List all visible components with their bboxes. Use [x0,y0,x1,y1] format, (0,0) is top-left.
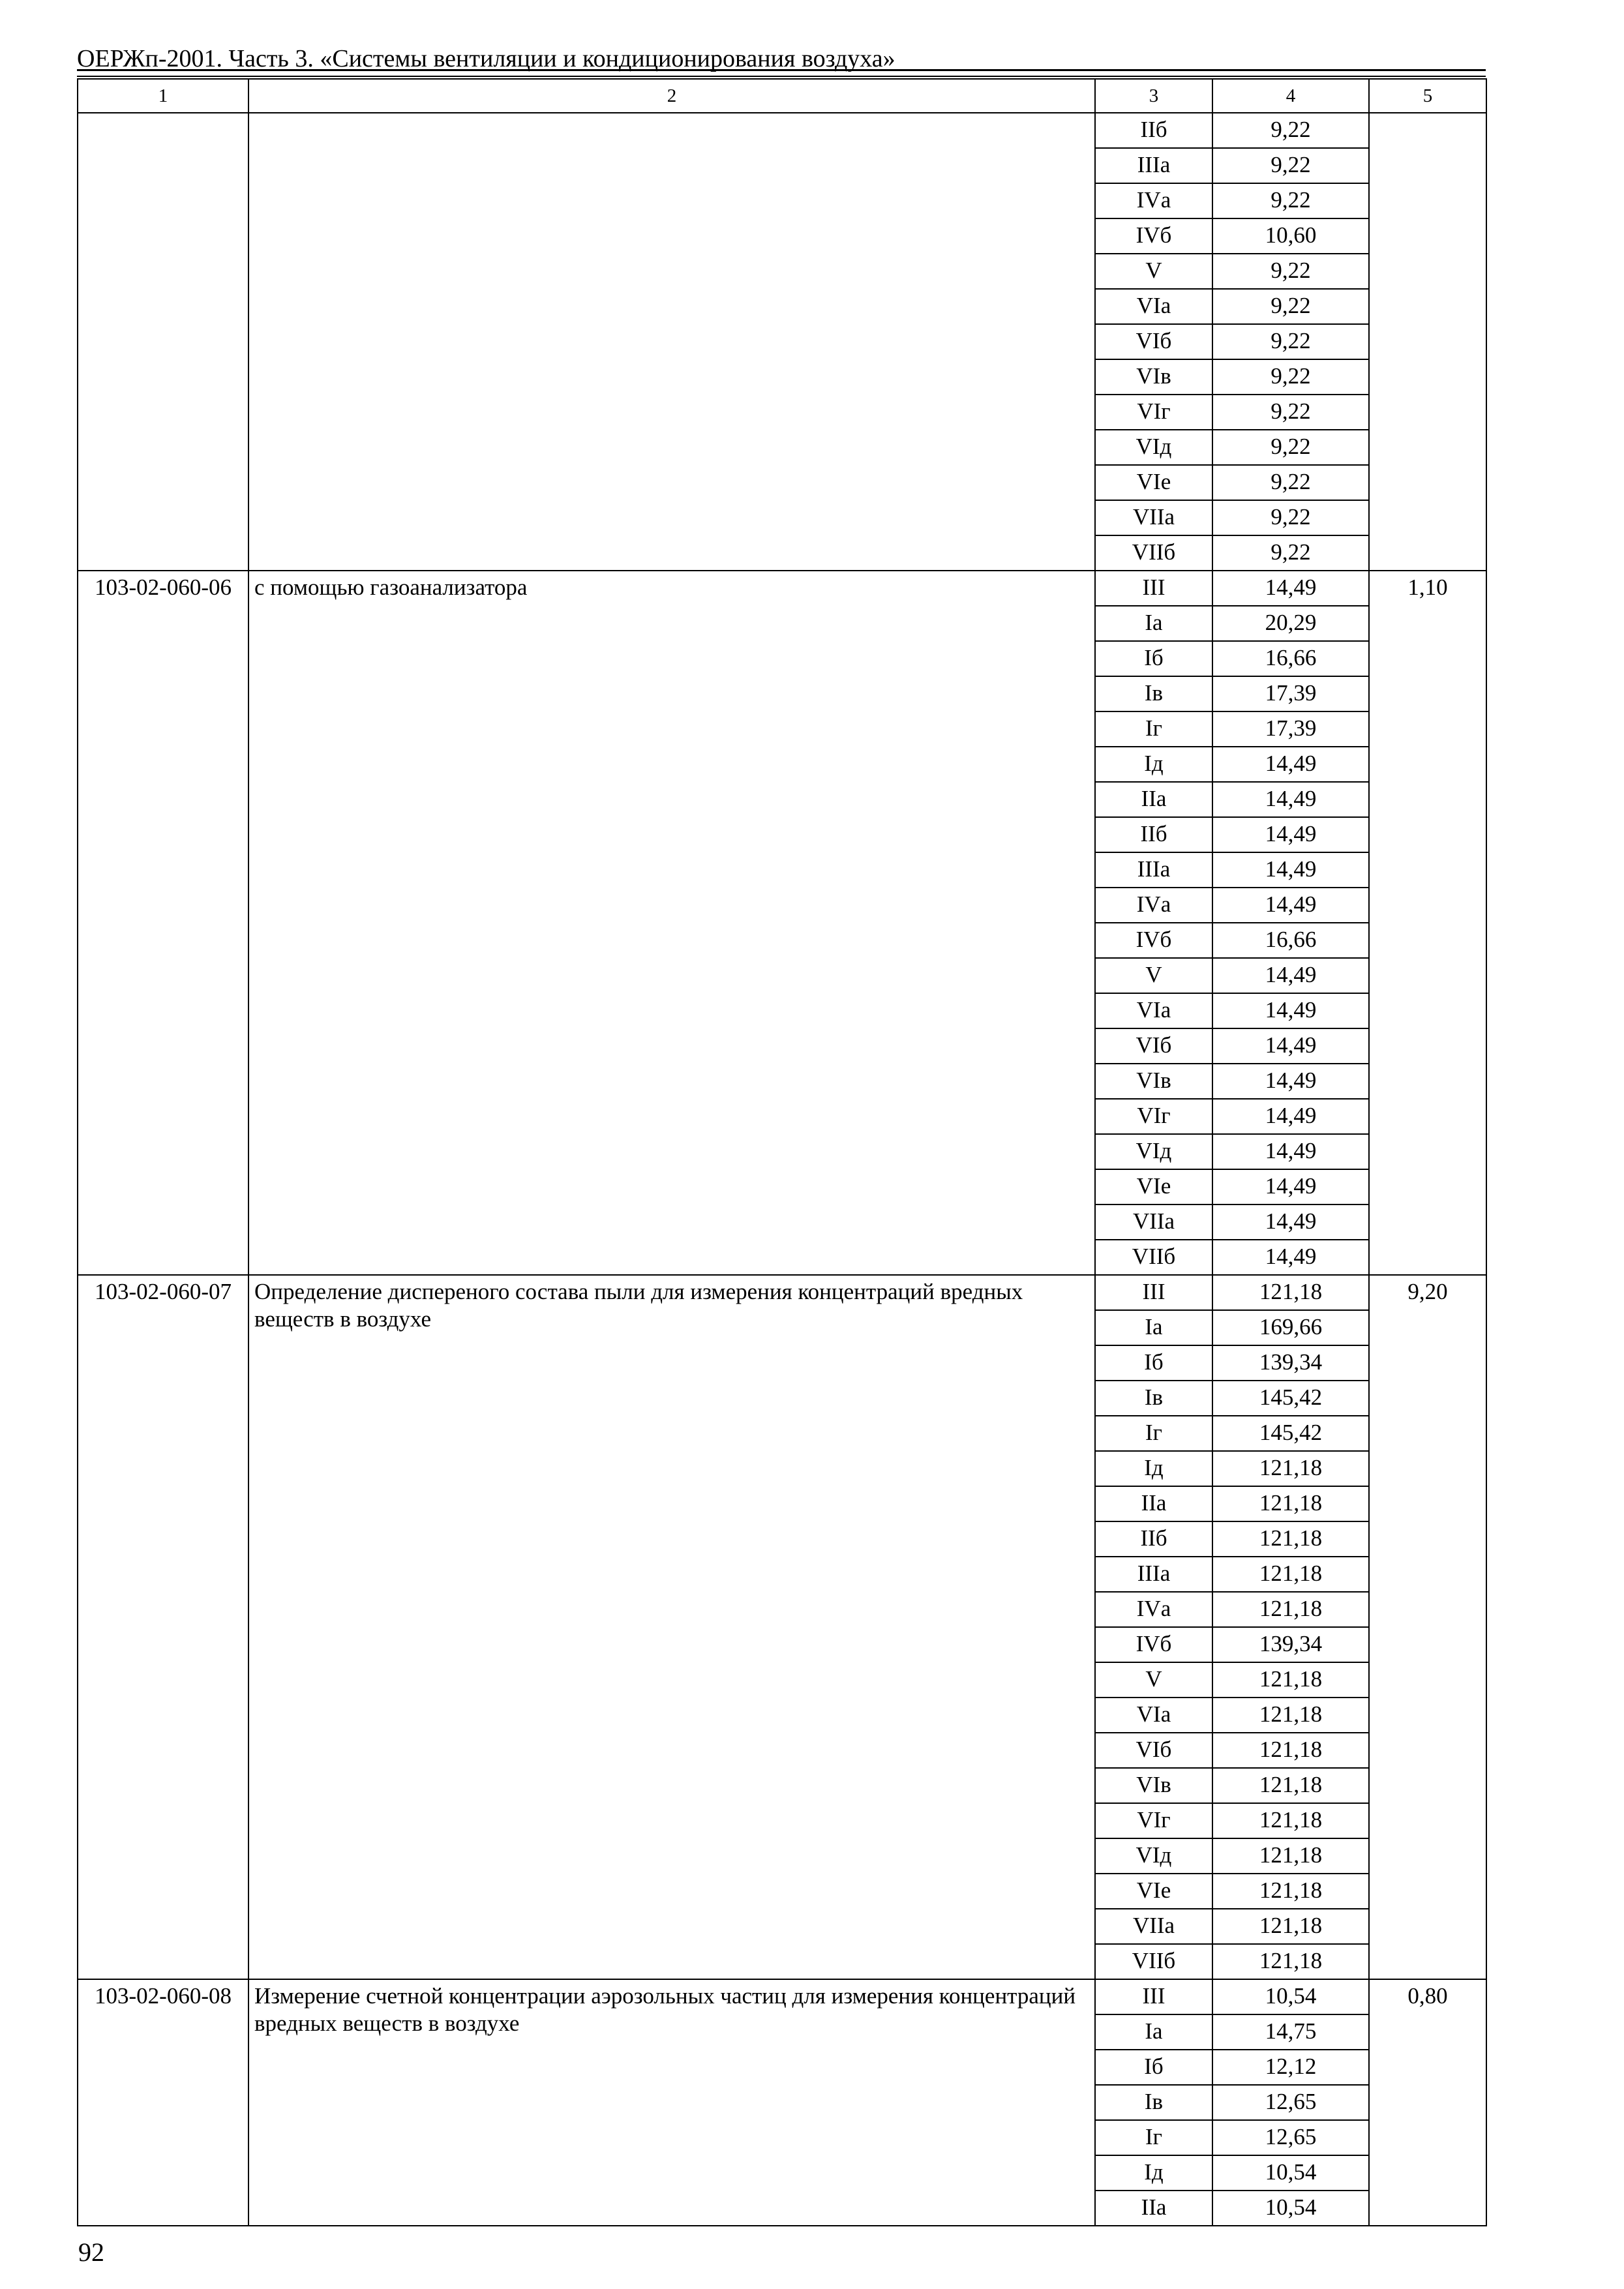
rate-code [78,113,248,571]
zone-cell: VIе [1095,1874,1212,1909]
zone-cell: Iд [1095,2155,1212,2191]
price-cell: 10,54 [1212,1979,1369,2014]
zone-cell: IIб [1095,817,1212,852]
price-cell: 121,18 [1212,1557,1369,1592]
price-cell: 14,49 [1212,993,1369,1028]
zone-cell: VIа [1095,289,1212,324]
zone-cell: III [1095,1979,1212,2014]
price-cell: 121,18 [1212,1662,1369,1698]
zone-cell: Iб [1095,641,1212,676]
zone-cell: VIIб [1095,1944,1212,1979]
price-cell: 121,18 [1212,1768,1369,1803]
zone-cell: IIа [1095,2191,1212,2226]
work-description: Определение диспереного состава пыли для измерения концентраций вредных веществ в воздухе [248,1275,1095,1979]
price-cell: 14,49 [1212,1099,1369,1134]
zone-cell: IIIа [1095,852,1212,888]
price-cell: 9,22 [1212,535,1369,571]
rate-code: 103-02-060-08 [78,1979,248,2226]
work-description: с помощью газоанализатора [248,571,1095,1275]
price-cell: 145,42 [1212,1381,1369,1416]
labor-rate: 9,20 [1369,1275,1486,1979]
zone-cell: IVа [1095,888,1212,923]
zone-cell: IVб [1095,923,1212,958]
zone-cell: VIд [1095,1838,1212,1874]
zone-cell: Iб [1095,2050,1212,2085]
price-cell: 12,65 [1212,2085,1369,2120]
price-cell: 16,66 [1212,641,1369,676]
zone-cell: IVб [1095,1627,1212,1662]
zone-cell: IIб [1095,1521,1212,1557]
rate-code: 103-02-060-06 [78,571,248,1275]
header-rule-secondary [77,76,1486,77]
zone-cell: IIIа [1095,1557,1212,1592]
column-header-3: 3 [1095,79,1212,113]
zone-cell: Iг [1095,711,1212,747]
column-header-2: 2 [248,79,1095,113]
zone-cell: VIб [1095,324,1212,359]
zone-cell: VIIа [1095,500,1212,535]
price-cell: 121,18 [1212,1874,1369,1909]
price-cell: 17,39 [1212,711,1369,747]
rate-code: 103-02-060-07 [78,1275,248,1979]
zone-cell: VIIб [1095,535,1212,571]
zone-cell: Iв [1095,1381,1212,1416]
price-cell: 9,22 [1212,183,1369,218]
price-cell: 9,22 [1212,465,1369,500]
zone-cell: VIIа [1095,1909,1212,1944]
price-cell: 121,18 [1212,1698,1369,1733]
price-cell: 14,49 [1212,852,1369,888]
price-cell: 10,54 [1212,2155,1369,2191]
zone-cell: VIг [1095,1803,1212,1838]
zone-cell: Iб [1095,1345,1212,1381]
zone-cell: VIIа [1095,1204,1212,1240]
column-header-5: 5 [1369,79,1486,113]
zone-cell: IVб [1095,218,1212,254]
column-header-1: 1 [78,79,248,113]
zone-cell: III [1095,571,1212,606]
price-cell: 14,49 [1212,1028,1369,1064]
zone-cell: Iд [1095,1451,1212,1486]
price-cell: 20,29 [1212,606,1369,641]
table-body [78,113,1486,2226]
labor-rate [1369,113,1486,571]
price-cell: 145,42 [1212,1416,1369,1451]
zone-cell: Iд [1095,747,1212,782]
zone-cell: V [1095,958,1212,993]
table-header [78,79,1486,113]
zone-cell: VIг [1095,395,1212,430]
zone-cell: Iв [1095,676,1212,711]
price-cell: 139,34 [1212,1627,1369,1662]
zone-cell: VIб [1095,1733,1212,1768]
price-cell: 14,49 [1212,1134,1369,1169]
zone-cell: IVа [1095,183,1212,218]
price-cell: 121,18 [1212,1275,1369,1310]
labor-rate: 1,10 [1369,571,1486,1275]
price-cell: 169,66 [1212,1310,1369,1345]
price-cell: 17,39 [1212,676,1369,711]
price-cell: 14,49 [1212,1204,1369,1240]
labor-rate: 0,80 [1369,1979,1486,2226]
work-description: Измерение счетной концентрации аэрозольных частиц для измерения концентраций вредных веществ в воздухе [248,1979,1095,2226]
price-cell: 14,49 [1212,958,1369,993]
price-cell: 10,54 [1212,2191,1369,2226]
zone-cell: Iв [1095,2085,1212,2120]
zone-cell: VIе [1095,1169,1212,1204]
price-cell: 16,66 [1212,923,1369,958]
price-cell: 10,60 [1212,218,1369,254]
price-cell: 121,18 [1212,1944,1369,1979]
zone-cell: VIIб [1095,1240,1212,1275]
price-cell: 121,18 [1212,1733,1369,1768]
document-title: ОЕРЖп-2001. Часть 3. «Системы вентиляции и кондиционирования воздуха» [77,45,895,72]
zone-cell: Iа [1095,1310,1212,1345]
zone-cell: VIа [1095,993,1212,1028]
price-cell: 12,65 [1212,2120,1369,2155]
price-cell: 14,49 [1212,817,1369,852]
zone-cell: VIд [1095,430,1212,465]
table-row [78,113,1486,148]
price-cell: 14,49 [1212,571,1369,606]
price-cell: 121,18 [1212,1521,1369,1557]
price-cell: 14,75 [1212,2014,1369,2050]
price-cell: 9,22 [1212,500,1369,535]
column-header-4: 4 [1212,79,1369,113]
zone-cell: IIб [1095,113,1212,148]
price-cell: 14,49 [1212,782,1369,817]
table-row [78,1275,1486,1310]
zone-cell: VIа [1095,1698,1212,1733]
zone-cell: VIб [1095,1028,1212,1064]
price-cell: 14,49 [1212,1169,1369,1204]
zone-cell: IIа [1095,1486,1212,1521]
price-cell: 9,22 [1212,395,1369,430]
price-cell: 121,18 [1212,1592,1369,1627]
zone-cell: IIа [1095,782,1212,817]
price-cell: 9,22 [1212,359,1369,395]
rates-table [77,78,1487,2226]
price-cell: 9,22 [1212,324,1369,359]
table-row [78,571,1486,606]
price-cell: 121,18 [1212,1486,1369,1521]
price-cell: 121,18 [1212,1838,1369,1874]
zone-cell: III [1095,1275,1212,1310]
price-cell: 121,18 [1212,1909,1369,1944]
price-cell: 9,22 [1212,148,1369,183]
table-row [78,1979,1486,2014]
price-cell: 9,22 [1212,430,1369,465]
zone-cell: VIв [1095,1064,1212,1099]
price-cell: 14,49 [1212,1064,1369,1099]
price-cell: 12,12 [1212,2050,1369,2085]
header-rule [77,69,1486,71]
zone-cell: VIв [1095,1768,1212,1803]
zone-cell: Iг [1095,2120,1212,2155]
zone-cell: VIв [1095,359,1212,395]
zone-cell: VIг [1095,1099,1212,1134]
price-cell: 121,18 [1212,1451,1369,1486]
price-cell: 121,18 [1212,1803,1369,1838]
zone-cell: Iа [1095,606,1212,641]
zone-cell: IIIа [1095,148,1212,183]
column-header-row [78,79,1486,113]
page-number: 92 [78,2237,104,2267]
price-cell: 14,49 [1212,888,1369,923]
page-header [77,40,1486,77]
zone-cell: VIд [1095,1134,1212,1169]
work-description [248,113,1095,571]
zone-cell: V [1095,254,1212,289]
price-cell: 14,49 [1212,747,1369,782]
price-cell: 9,22 [1212,113,1369,148]
zone-cell: Iг [1095,1416,1212,1451]
price-cell: 9,22 [1212,289,1369,324]
price-cell: 14,49 [1212,1240,1369,1275]
zone-cell: V [1095,1662,1212,1698]
zone-cell: VIе [1095,465,1212,500]
zone-cell: IVа [1095,1592,1212,1627]
zone-cell: Iа [1095,2014,1212,2050]
price-cell: 9,22 [1212,254,1369,289]
price-cell: 139,34 [1212,1345,1369,1381]
